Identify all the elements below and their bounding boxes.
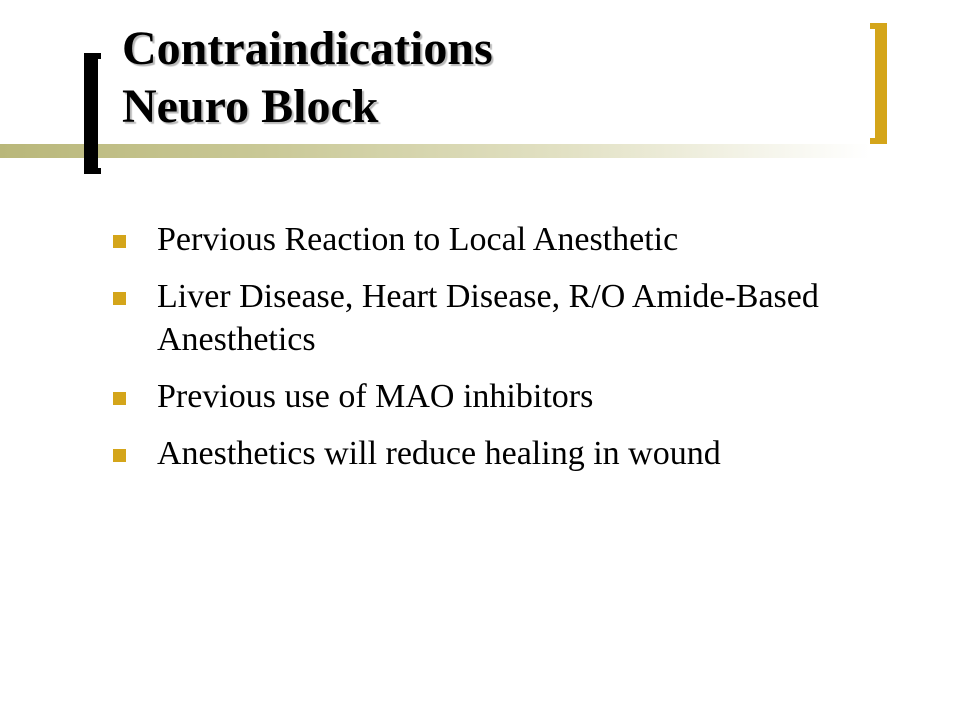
bullet-text: Pervious Reaction to Local Anesthetic xyxy=(157,221,679,258)
bullet-item xyxy=(110,375,890,418)
bullet-text: Previous use of MAO inhibitors xyxy=(157,378,594,415)
slide-title-line-1: Contraindications xyxy=(122,22,493,75)
square-bullet-icon xyxy=(113,235,126,248)
slide-title-line-2: Neuro Block xyxy=(122,80,379,133)
bullet-item xyxy=(110,432,890,475)
bullet-item xyxy=(110,218,890,261)
square-bullet-icon xyxy=(113,449,126,462)
square-bullet-icon xyxy=(113,292,126,305)
title-underline-rule xyxy=(0,144,870,158)
square-bullet-icon xyxy=(113,392,126,405)
bullet-list xyxy=(110,218,890,489)
slide-title xyxy=(122,20,862,136)
bullet-item xyxy=(110,275,890,361)
right-bracket-decoration xyxy=(875,23,887,144)
left-bracket-decoration xyxy=(84,53,98,174)
bullet-text: Anesthetics will reduce healing in wound xyxy=(157,435,721,472)
bullet-text: Liver Disease, Heart Disease, R/O Amide-Based Anesthetics xyxy=(157,278,819,358)
